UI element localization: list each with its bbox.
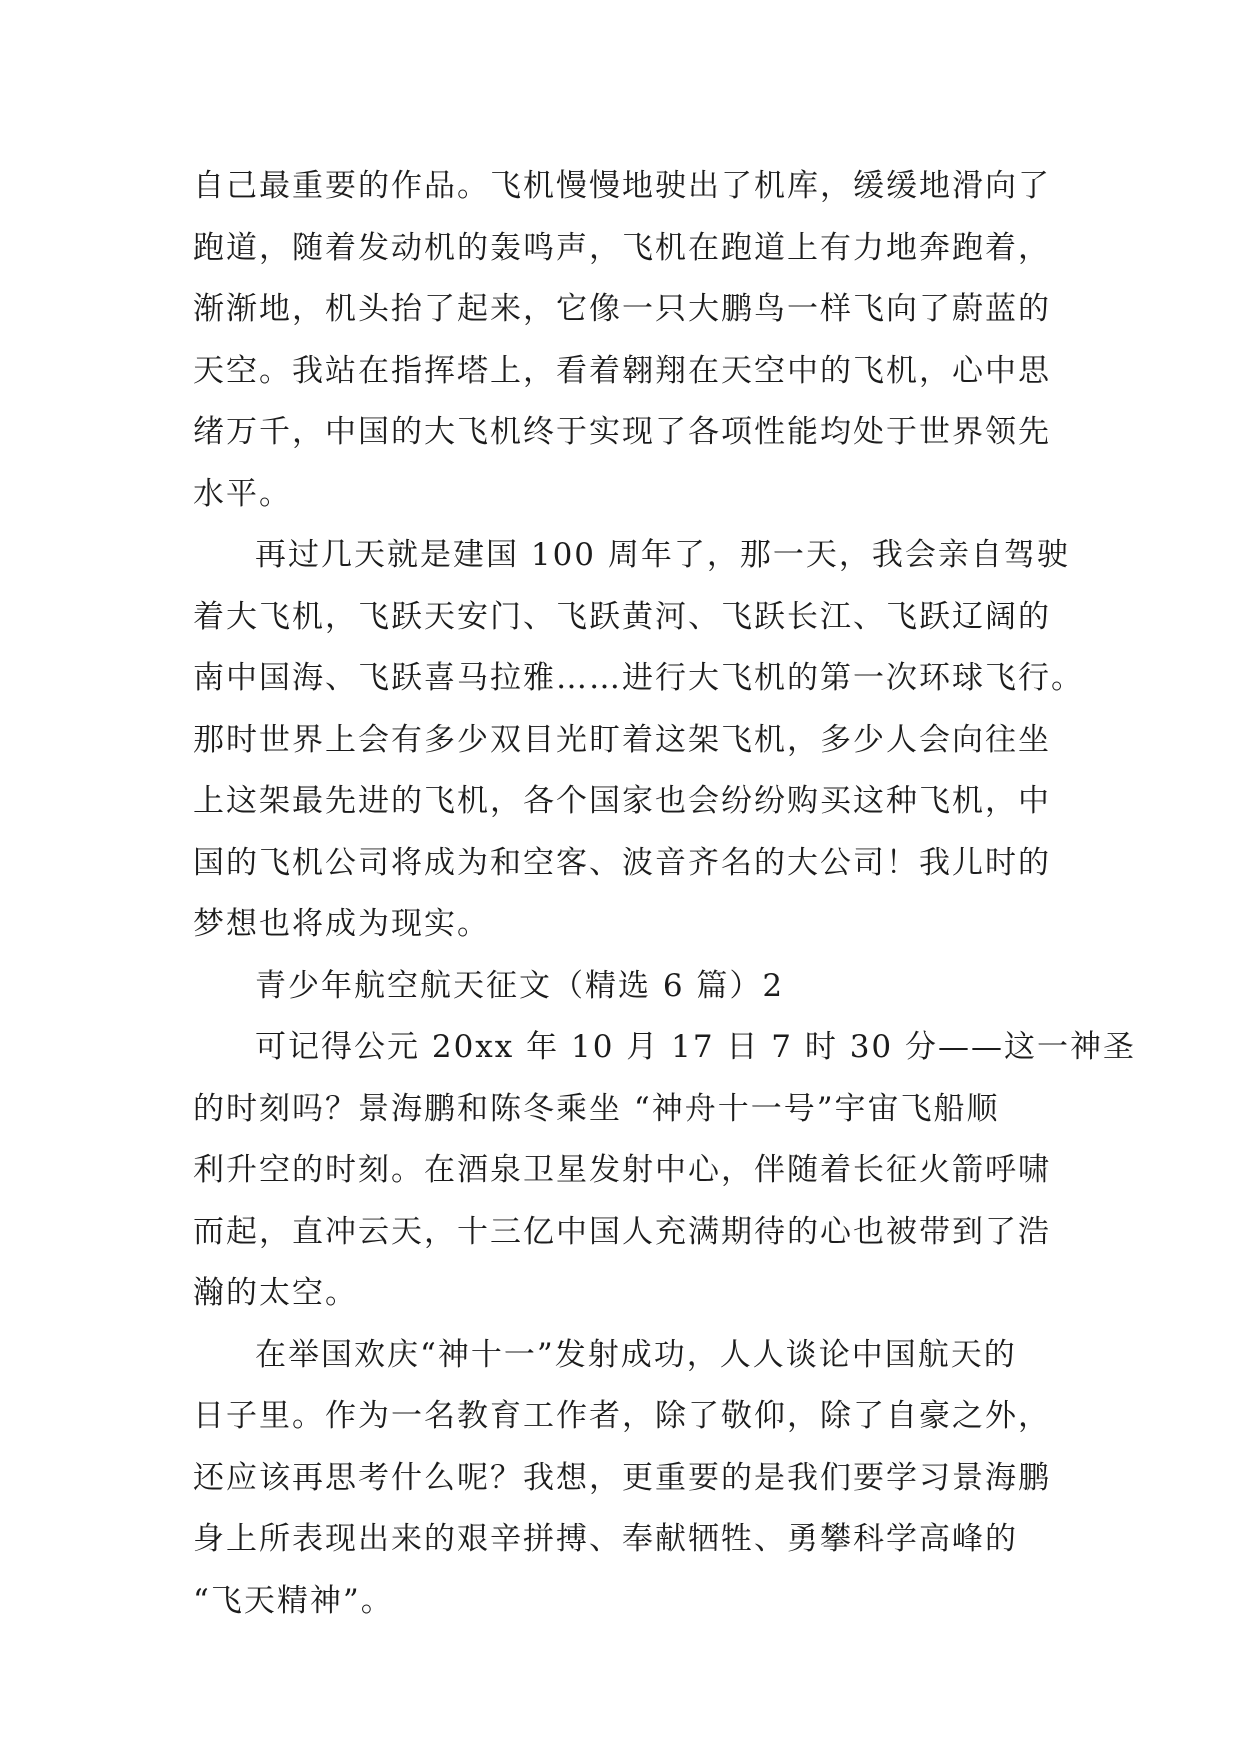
heading-text: 青少年航空航天征文（精选 6 篇）2 bbox=[255, 967, 785, 1004]
text-line: 可记得公元 20xx 年 10 月 17 日 7 时 30 分——这一神圣 bbox=[255, 1029, 1137, 1065]
text-line: 利升空的时刻。在酒泉卫星发射中心，伴随着长征火箭呼啸 bbox=[193, 1152, 1051, 1188]
text-line: 绪万千，中国的大飞机终于实现了各项性能均处于世界领先 bbox=[193, 414, 1051, 450]
text-line: 日子里。作为一名教育工作者，除了敬仰，除了自豪之外， bbox=[193, 1398, 1051, 1434]
text-line: 的时刻吗？景海鹏和陈冬乘坐 “神舟十一号”宇宙飞船顺 bbox=[193, 1090, 1000, 1127]
text-line: “飞天精神”。 bbox=[193, 1582, 394, 1619]
text-line: 身上所表现出来的艰辛拼搏、奉献牺牲、勇攀科学高峰的 bbox=[193, 1521, 1018, 1557]
paragraph-3 bbox=[193, 1017, 1137, 1325]
text-line: 再过几天就是建国 100 周年了，那一天，我会亲自驾驶 bbox=[255, 537, 1070, 573]
text-line: 渐渐地，机头抬了起来，它像一只大鹏鸟一样飞向了蔚蓝的 bbox=[193, 291, 1051, 327]
text-line: 国的飞机公司将成为和空客、波音齐名的大公司！我儿时的 bbox=[193, 844, 1051, 881]
text-line: 着大飞机，飞跃天安门、飞跃黄河、飞跃长江、飞跃辽阔的 bbox=[193, 598, 1051, 635]
paragraph-1 bbox=[193, 156, 1053, 525]
text-line: 上这架最先进的飞机，各个国家也会纷纷购买这种飞机，中 bbox=[193, 783, 1051, 819]
text-line: 还应该再思考什么呢？我想，更重要的是我们要学习景海鹏 bbox=[193, 1459, 1051, 1496]
text-line: 自己最重要的作品。飞机慢慢地驶出了机库，缓缓地滑向了 bbox=[193, 168, 1051, 204]
text-line: 瀚的太空。 bbox=[193, 1275, 358, 1311]
text-line: 而起，直冲云天，十三亿中国人充满期待的心也被带到了浩 bbox=[193, 1213, 1051, 1250]
paragraph-2 bbox=[193, 525, 1084, 956]
text-line: 在举国欢庆“神十一”发射成功，人人谈论中国航天的 bbox=[255, 1336, 1017, 1373]
section-heading bbox=[193, 956, 1053, 1018]
document-body bbox=[193, 156, 1137, 1632]
text-line: 跑道，随着发动机的轰鸣声，飞机在跑道上有力地奔跑着， bbox=[193, 229, 1051, 266]
text-line: 梦想也将成为现实。 bbox=[193, 906, 490, 942]
text-line: 天空。我站在指挥塔上，看着翱翔在天空中的飞机，心中思 bbox=[193, 352, 1051, 389]
text-line: 水平。 bbox=[193, 475, 292, 512]
paragraph-4 bbox=[193, 1325, 1053, 1633]
text-line: 那时世界上会有多少双目光盯着这架飞机，多少人会向往坐 bbox=[193, 721, 1051, 758]
text-line: 南中国海、飞跃喜马拉雅……进行大飞机的第一次环球飞行。 bbox=[193, 660, 1084, 696]
